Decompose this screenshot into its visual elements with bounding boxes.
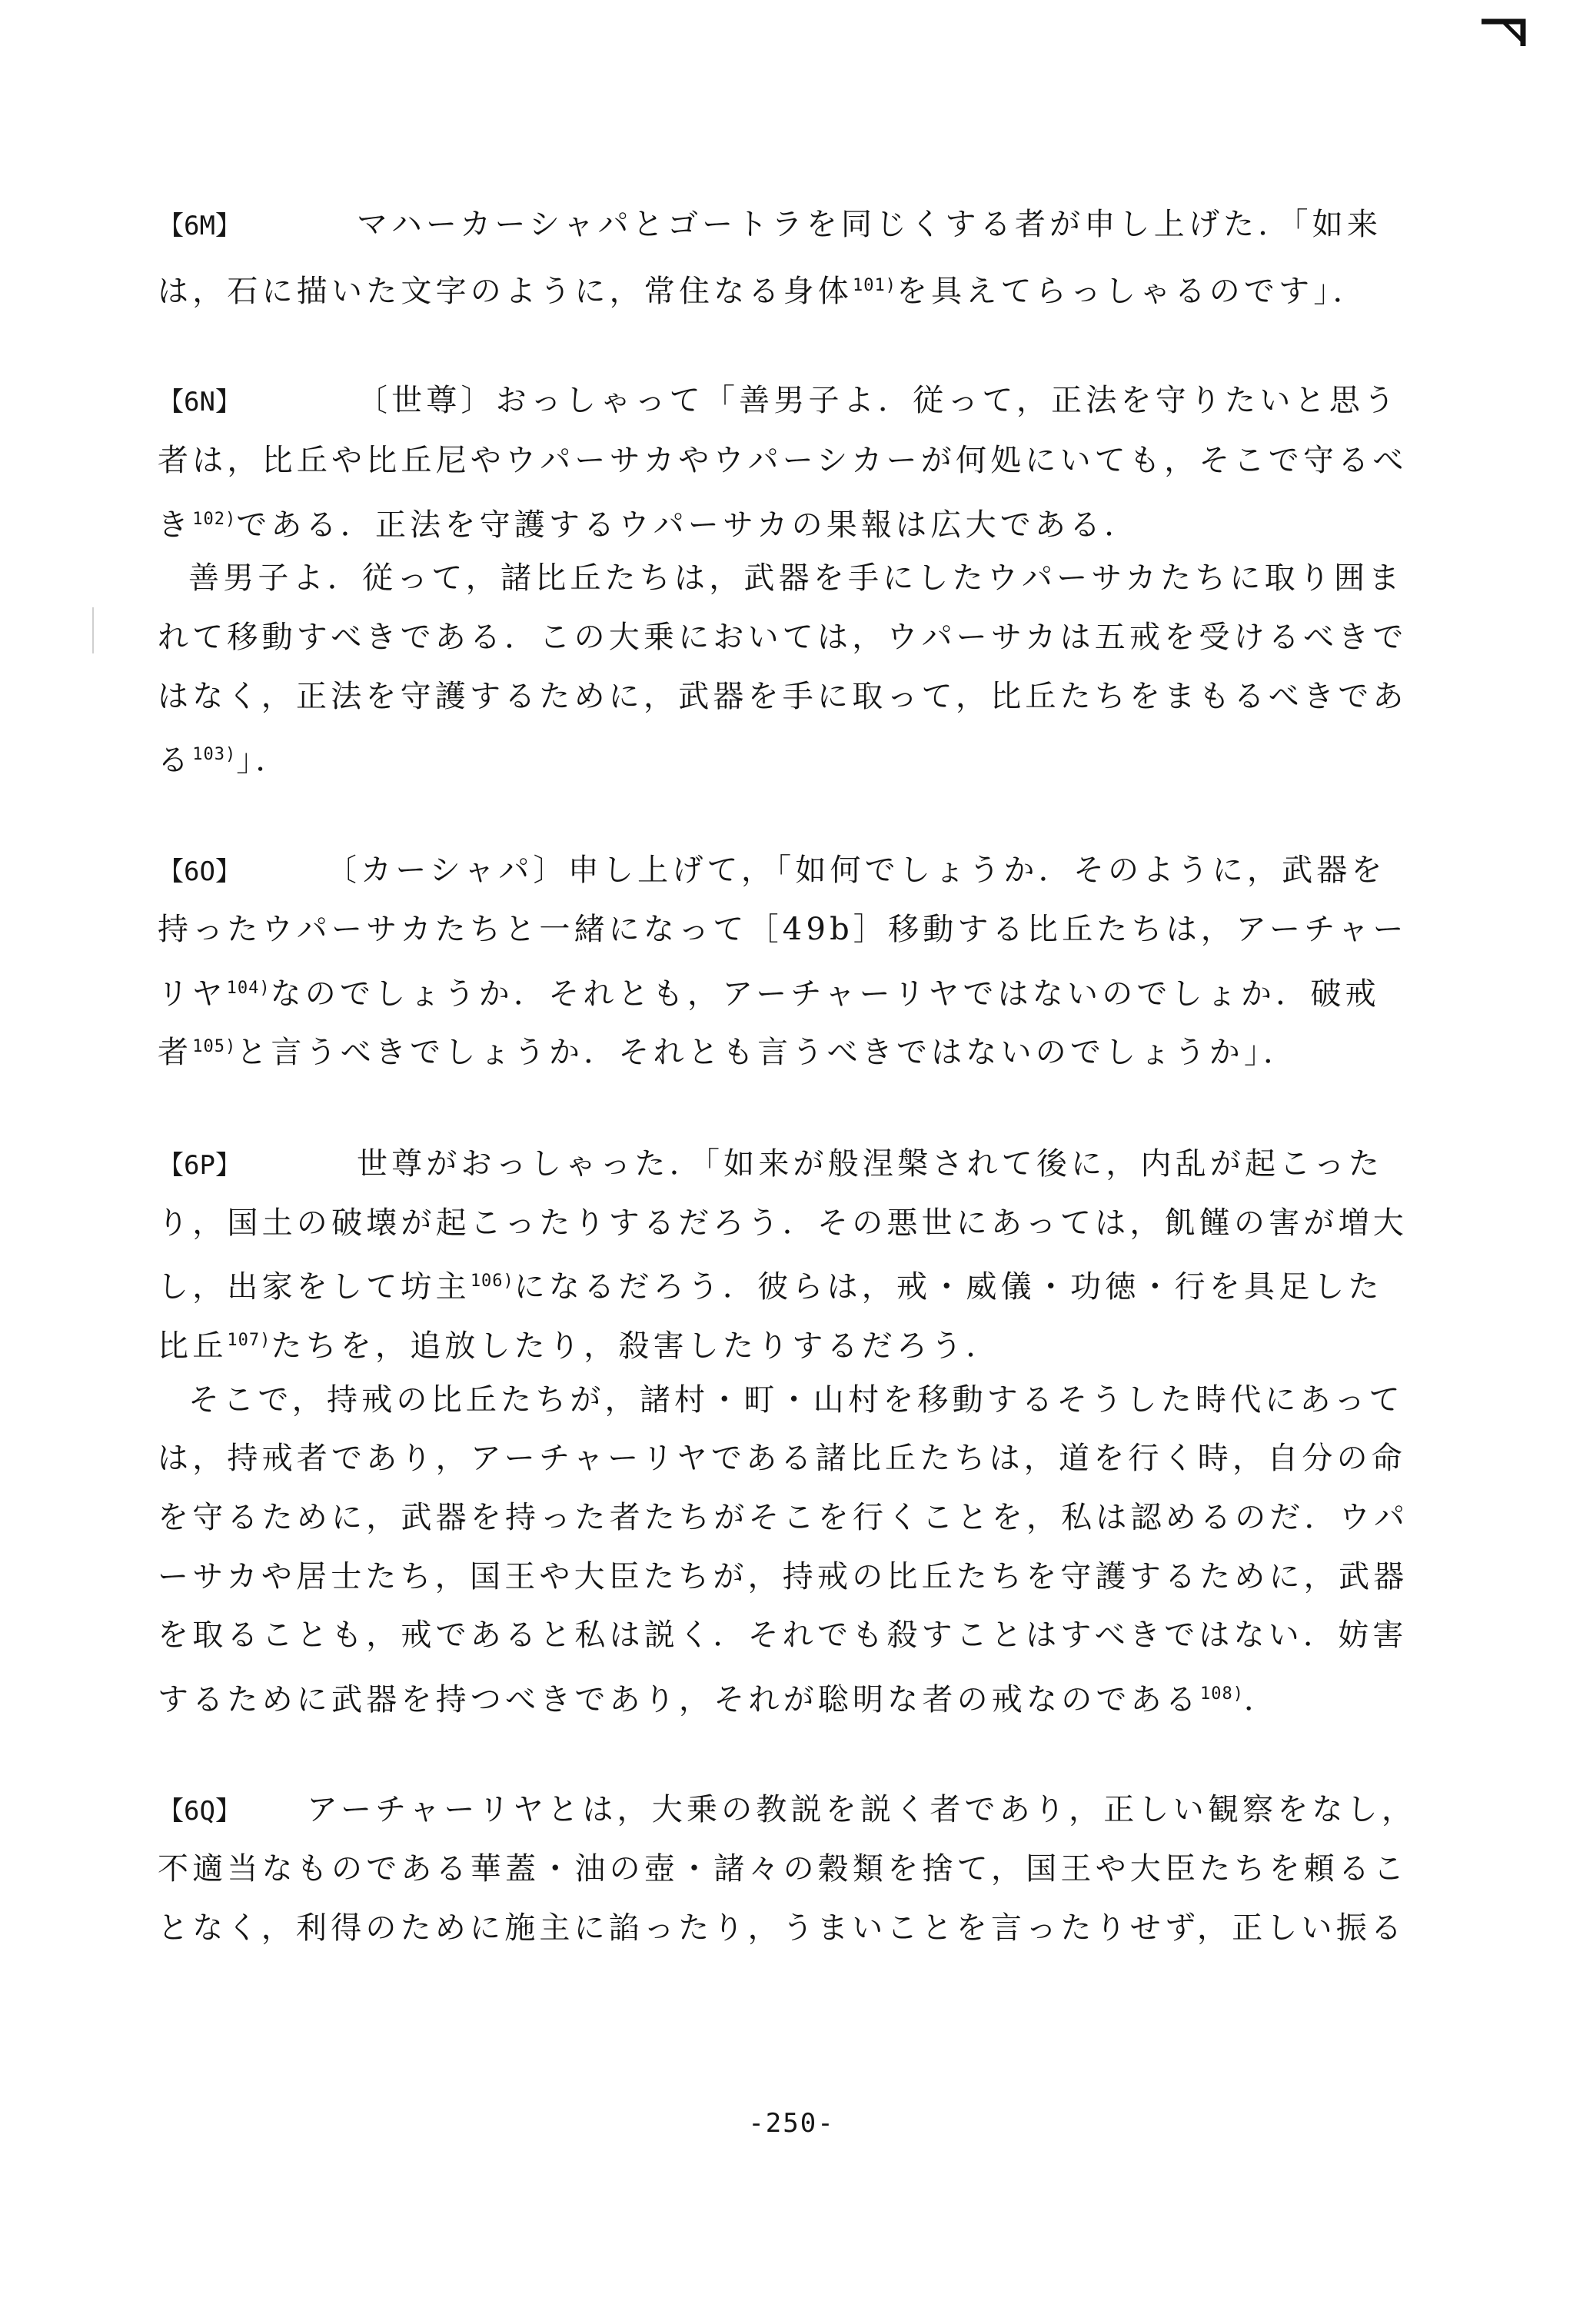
paragraph-6p-line-8: ーサカや居士たち，国王や大臣たちが，持戒の比丘たちを守護するために，武器	[158, 1559, 1408, 1594]
paragraph-6o-line-3: リヤ$^{104)}$なのでしょうか．それとも，アーチャーリヤではないのでしょか．破戒	[158, 976, 1380, 1012]
footnote-marker: 107)	[227, 1331, 271, 1350]
paragraph-6o-line-2: 持ったウパーサカたちと一緒になって［49b］移動する比丘たちは，アーチャー	[158, 912, 1408, 947]
paragraph-6p-line-1: 【6P】 世尊がおっしゃった．「如来が般涅槃されて後に，内乱が起こった	[158, 1145, 1383, 1184]
paragraph-6n-line-7: る$^{103)}$」．	[158, 743, 291, 778]
paragraph-6p-line-10: するために武器を持つべきであり，それが聡明な者の戒なのである$^{108)}$．	[158, 1682, 1279, 1717]
footnote-marker: 102)	[192, 510, 237, 529]
paragraph-6q-line-3: となく，利得のために施主に諂ったり，うまいことを言ったりせず，正しい振る	[158, 1910, 1406, 1946]
paragraph-6p-line-4: 比丘$^{107)}$たちを，追放したり，殺害したりするだろう．	[158, 1328, 1001, 1364]
paragraph-6m-line-2: は，石に描いた文字のように，常住なる身体$^{101)}$を具えてらっしゃるのです」．	[158, 274, 1368, 309]
paragraph-6n-line-5: れて移動すべきである．この大乗においては，ウパーサカは五戒を受けるべきで	[158, 620, 1408, 655]
footnote-marker: 105)	[192, 1037, 237, 1056]
paragraph-6n-line-4: 善男子よ．従って，諸比丘たちは，武器を手にしたウパーサカたちに取り囲ま	[188, 560, 1404, 596]
footnote-marker: 101)	[853, 276, 896, 295]
paragraph-6o-line-1: 【6O】 〔カーシャパ〕申し上げて，「如何でしょうか．そのように，武器を	[158, 852, 1386, 890]
paragraph-6q-line-2: 不適当なものである華蓋・油の壺・諸々の穀類を捨て，国王や大臣たちを頼るこ	[158, 1851, 1408, 1887]
paragraph-6q-line-1: 【6Q】 アーチャーリヤとは，大乗の教説を説く者であり，正しい観察をなし，	[158, 1791, 1416, 1830]
section-tag: 【6M】	[158, 211, 241, 241]
paragraph-6o-line-4: 者$^{105)}$と言うべきでしょうか．それとも言うべきではないのでしょうか」．	[158, 1035, 1299, 1070]
page-number: -250-	[748, 2108, 835, 2139]
paragraph-6p-line-3: し，出家をして坊主$^{106)}$になるだろう．彼らは，戒・威儀・功徳・行を具足した	[158, 1269, 1383, 1305]
section-tag: 【6N】	[158, 387, 241, 417]
paragraph-6p-line-2: り，国土の破壊が起こったりするだろう．その悪世にあっては，飢饉の害が増大	[158, 1205, 1408, 1241]
paragraph-6n-line-1: 【6N】 〔世尊〕おっしゃって「善男子よ．従って，正法を守りたいと思う	[158, 382, 1398, 421]
paragraph-6m-line-1: 【6M】 マハーカーシャパとゴートラを同じくする者が申し上げた．「如来	[158, 206, 1382, 244]
paragraph-6p-line-9: を取ることも，戒であると私は説く．それでも殺すことはすべきではない．妨害	[158, 1617, 1408, 1653]
section-tag: 【6O】	[158, 856, 241, 887]
footnote-marker: 106)	[470, 1272, 514, 1291]
paragraph-6n-line-6: はなく，正法を守護するために，武器を手に取って，比丘たちをまもるべきであ	[158, 679, 1408, 714]
section-tag: 【6P】	[158, 1150, 241, 1181]
footnote-marker: 104)	[226, 979, 271, 998]
section-tag: 【6Q】	[158, 1796, 241, 1827]
paragraph-6n-line-2: 者は，比丘や比丘尼やウパーサカやウパーシカーが何処にいても，そこで守るべ	[158, 443, 1408, 478]
paragraph-6p-line-5: そこで，持戒の比丘たちが，諸村・町・山村を移動するそうした時代にあって	[188, 1382, 1404, 1418]
paragraph-6p-line-6: は，持戒者であり，アーチャーリヤである諸比丘たちは，道を行く時，自分の命	[158, 1441, 1406, 1476]
footnote-marker: 108)	[1200, 1684, 1244, 1704]
paragraph-6n-line-3: き$^{102)}$である．正法を守護するウパーサカの果報は広大である．	[158, 507, 1139, 543]
footnote-marker: 103)	[192, 745, 237, 764]
paragraph-6p-line-7: を守るために，武器を持った者たちがそこを行くことを，私は認めるのだ．ウパ	[158, 1500, 1409, 1535]
